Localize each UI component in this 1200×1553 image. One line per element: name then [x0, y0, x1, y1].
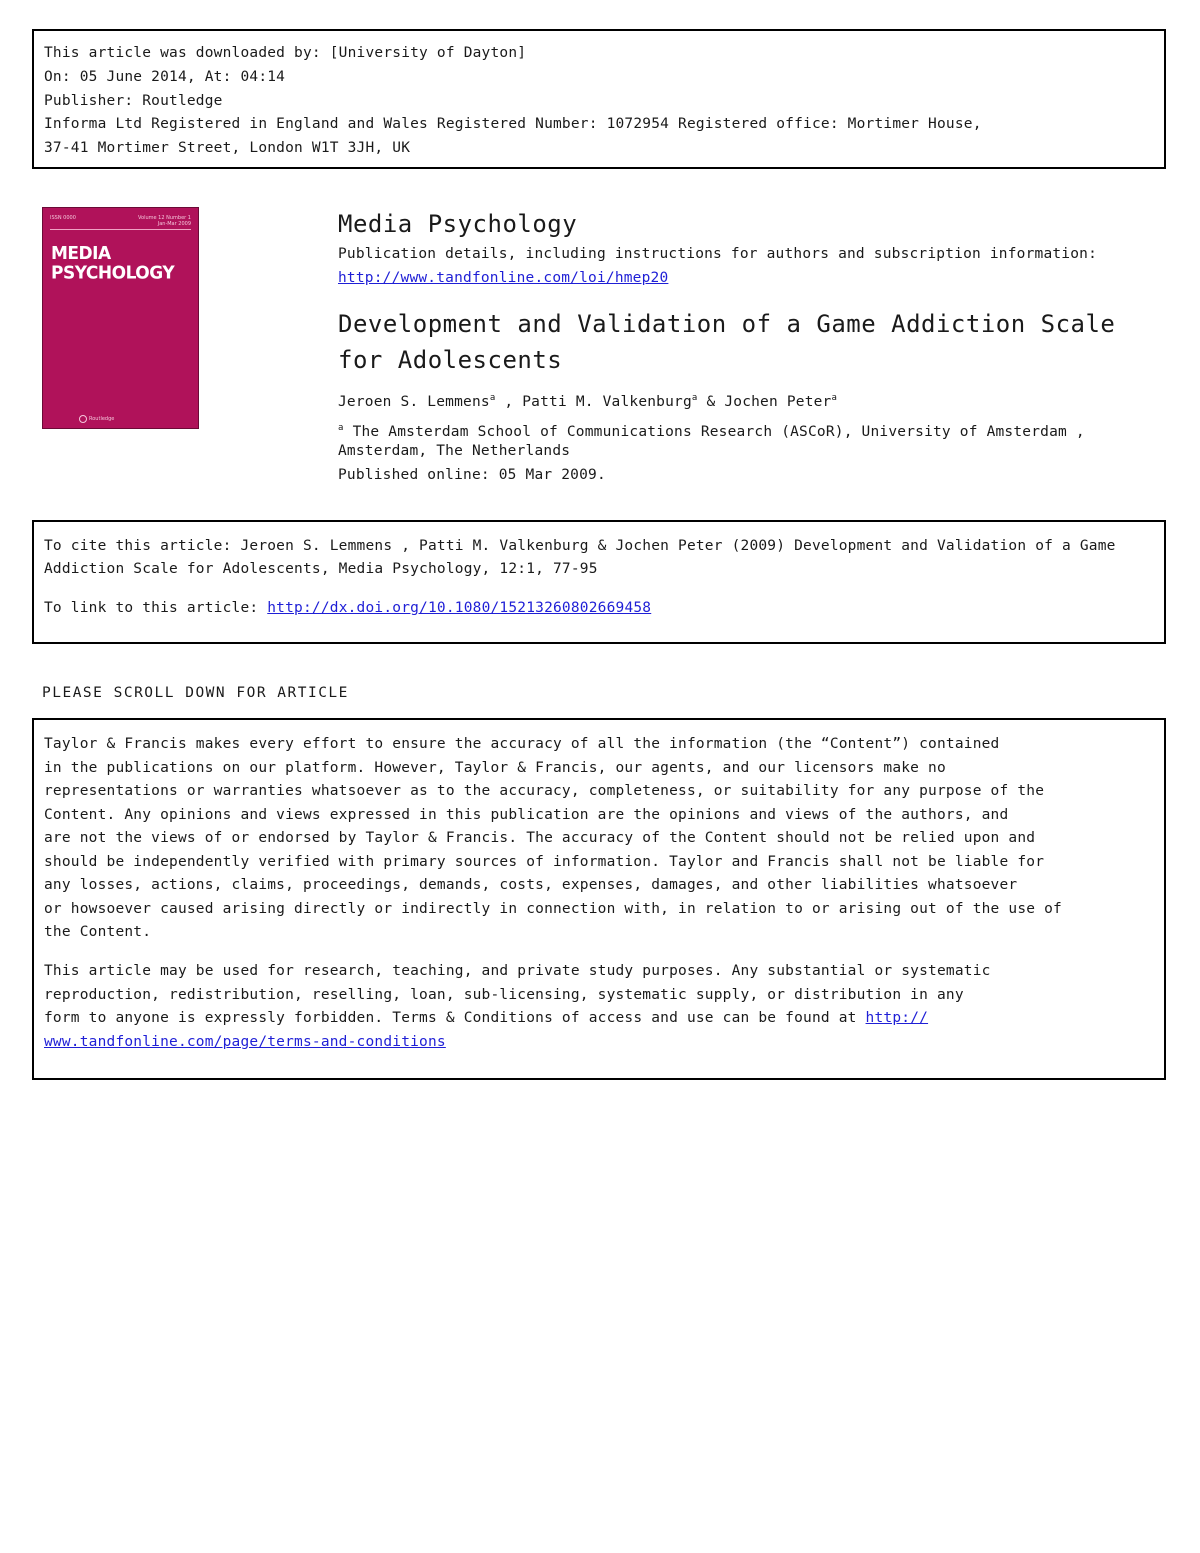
disclaimer-p2-line — [44, 1032, 446, 1052]
doi-label: To link to this article: — [44, 600, 268, 616]
download-date: On: 05 June 2014, At: 04:14 — [44, 69, 286, 85]
published-online: Published online: 05 Mar 2009. — [338, 467, 606, 483]
affiliation-line-2: Amsterdam, The Netherlands — [338, 443, 571, 459]
doi-line — [44, 598, 651, 618]
publisher-logo-icon — [79, 415, 87, 423]
download-notice-box — [32, 29, 1166, 169]
journal-link[interactable]: http://www.tandfonline.com/loi/hmep20 — [338, 270, 669, 286]
address-line: 37-41 Mortimer Street, London W1T 3JH, UK — [44, 140, 411, 156]
cover-publisher: Routledge — [89, 416, 115, 422]
journal-cover — [42, 207, 199, 429]
disclaimer-p1-line: representations or warranties whatsoever as to the accuracy, completeness, or suitability for any purpose of the — [44, 783, 1045, 799]
disclaimer-p1-line: the Content. — [44, 924, 152, 940]
citation-line-2: Addiction Scale for Adolescents, Media Psychology, 12:1, 77-95 — [44, 561, 598, 577]
publication-details: Publication details, including instructions for authors and subscription information: — [338, 246, 1098, 262]
article-title-line-1: Development and Validation of a Game Addiction Scale — [338, 310, 1116, 338]
cover-title: MEDIA PSYCHOLOGY — [51, 243, 175, 284]
citation-box — [32, 520, 1166, 644]
author-2: Patti M. Valkenburg — [522, 394, 692, 410]
citation-line-1: To cite this article: Jeroen S. Lemmens , Patti M. Valkenburg & Jochen Peter (2009) Development and Validation of a Game — [44, 538, 1116, 554]
article-title-line-2: for Adolescents — [338, 346, 563, 374]
cover-rule — [50, 229, 191, 230]
disclaimer-p1-line: Taylor & Francis makes every effort to ensure the accuracy of all the information (the “Content”) contained — [44, 736, 1000, 752]
journal-title: Media Psychology — [338, 210, 578, 238]
author-3: Jochen Peter — [724, 394, 832, 410]
author-1: Jeroen S. Lemmens — [338, 394, 490, 410]
terms-link-part-2[interactable]: www.tandfonline.com/page/terms-and-conditions — [44, 1034, 446, 1050]
disclaimer-box — [32, 718, 1166, 1080]
doi-link[interactable]: http://dx.doi.org/10.1080/15213260802669458 — [267, 600, 652, 616]
disclaimer-p2-line: This article may be used for research, teaching, and private study purposes. Any substantial or systematic — [44, 963, 991, 979]
disclaimer-p1-line: Content. Any opinions and views expressed in this publication are the opinions and views of the authors, and — [44, 807, 1009, 823]
cover-issn: ISSN 0000 — [50, 215, 76, 221]
affiliation-line-1: $^a$ The Amsterdam School of Communications Research (ASCoR), University of Amsterdam , — [338, 423, 1085, 440]
download-source: This article was downloaded by: [University of Dayton] — [44, 45, 527, 61]
scroll-notice: PLEASE SCROLL DOWN FOR ARTICLE — [42, 685, 349, 701]
registration-line: Informa Ltd Registered in England and Wales Registered Number: 1072954 Registered office: Mortimer House, — [44, 116, 982, 132]
disclaimer-p1-line: or howsoever caused arising directly or indirectly in connection with, in relation to or arising out of the use of — [44, 901, 1062, 917]
disclaimer-p2-line: reproduction, redistribution, reselling, loan, sub-licensing, systematic supply, or distribution in any — [44, 987, 964, 1003]
disclaimer-p1-line: any losses, actions, claims, proceedings, demands, costs, expenses, damages, and other liabilities whatsoever — [44, 877, 1018, 893]
terms-link-part-1[interactable]: http:// — [865, 1010, 929, 1026]
disclaimer-p1-line: should be independently verified with primary sources of information. Taylor and Francis shall not be liable for — [44, 854, 1045, 870]
disclaimer-p2-line: form to anyone is expressly forbidden. Terms & Conditions of access and use can be found at http:// — [44, 1010, 929, 1026]
publisher: Publisher: Routledge — [44, 93, 223, 109]
cover-volume: Volume 12 Number 1 Jan-Mar 2009 — [138, 215, 191, 227]
disclaimer-p1-line: are not the views of or endorsed by Taylor & Francis. The accuracy of the Content should not be relied upon and — [44, 830, 1036, 846]
disclaimer-p1-line: in the publications on our platform. However, Taylor & Francis, our agents, and our licensors make no — [44, 760, 946, 776]
authors: Jeroen S. Lemmens$^a$ , Patti M. Valkenburg$^a$ & Jochen Peter$^a$ — [338, 393, 838, 410]
